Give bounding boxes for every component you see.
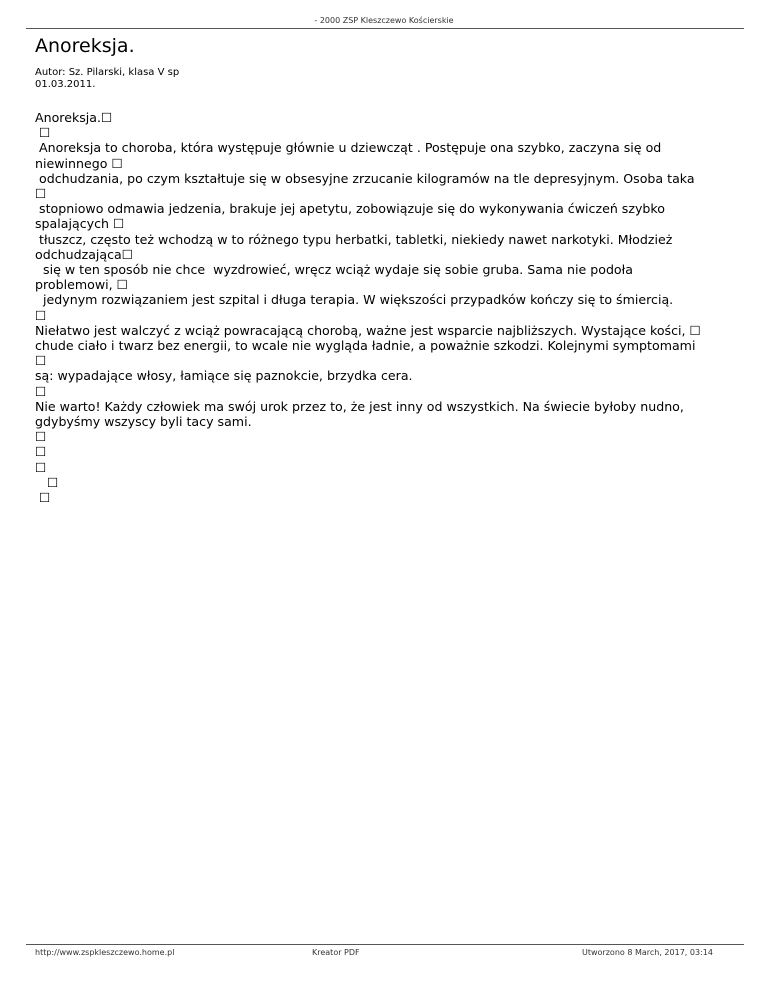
body-line: ☐	[35, 429, 47, 445]
page-header: - 2000 ZSP Kleszczewo Kościerskie	[314, 16, 454, 25]
body-line: Nie warto! Każdy człowiek ma swój urok przez to, że jest inny od wszystkich. Na świecie byłoby nudno,	[35, 398, 684, 414]
body-line: ☐	[35, 125, 51, 141]
body-line: jedynym rozwiązaniem jest szpital i długa terapia. W większości przypadków kończy się to śmiercią.	[35, 292, 674, 308]
footer-creator: Kreator PDF	[312, 948, 360, 957]
body-line: gdybyśmy wszyscy byli tacy sami.	[35, 414, 252, 430]
body-line: odchudzająca☐	[35, 246, 134, 262]
body-line: niewinnego ☐	[35, 155, 123, 171]
body-line: ☐	[35, 474, 59, 490]
body-line: ☐	[35, 307, 47, 323]
body-line: stopniowo odmawia jedzenia, brakuje jej apetytu, zobowiązuje się do wykonywania ćwiczeń szybko	[35, 201, 665, 217]
body-line: ☐	[35, 459, 47, 475]
body-line: Anoreksja.☐	[35, 110, 113, 125]
body-line: tłuszcz, często też wchodzą w to różnego typu herbatki, tabletki, niekiedy nawet narkotyki. Młodzież	[35, 231, 673, 247]
body-line: spalających ☐	[35, 216, 125, 232]
footer-created-date: Utworzono 8 March, 2017, 03:14	[582, 948, 713, 957]
footer-url[interactable]: http://www.zspkleszczewo.home.pl	[35, 948, 175, 957]
body-line: ☐	[35, 353, 47, 369]
article-title: Anoreksja.	[35, 35, 135, 57]
body-line: chude ciało i twarz bez energii, to wcale nie wygląda ładnie, a poważnie szkodzi. Kolejnymi symptomami	[35, 338, 696, 354]
body-line: Anoreksja to choroba, która występuje głównie u dziewcząt . Postępuje ona szybko, zaczyna się od	[35, 140, 662, 156]
article-date: 01.03.2011.	[35, 79, 96, 90]
body-line: ☐	[35, 490, 51, 506]
body-line: są: wypadające włosy, łamiące się paznokcie, brzydka cera.	[35, 368, 413, 384]
body-line: odchudzania, po czym kształtuje się w obsesyjne zrzucanie kilogramów na tle depresyjnym. Osoba taka	[35, 170, 695, 186]
body-line: ☐	[35, 444, 47, 460]
body-line: ☐	[35, 186, 47, 202]
article-body	[35, 110, 735, 505]
body-line: ☐	[35, 383, 47, 399]
body-line: problemowi, ☐	[35, 277, 128, 293]
header-divider	[26, 28, 744, 29]
author-line: Autor: Sz. Pilarski, klasa V sp	[35, 67, 180, 78]
article-meta	[35, 67, 179, 91]
body-line: Niełatwo jest walczyć z wciąż powracającą chorobą, ważne jest wsparcie najbliższych. Wystające kości, ☐	[35, 322, 701, 338]
footer-divider	[26, 944, 744, 945]
body-line: się w ten sposób nie chce wyzdrowieć, wręcz wciąż wydaje się sobie gruba. Sama nie podoła	[35, 262, 633, 278]
